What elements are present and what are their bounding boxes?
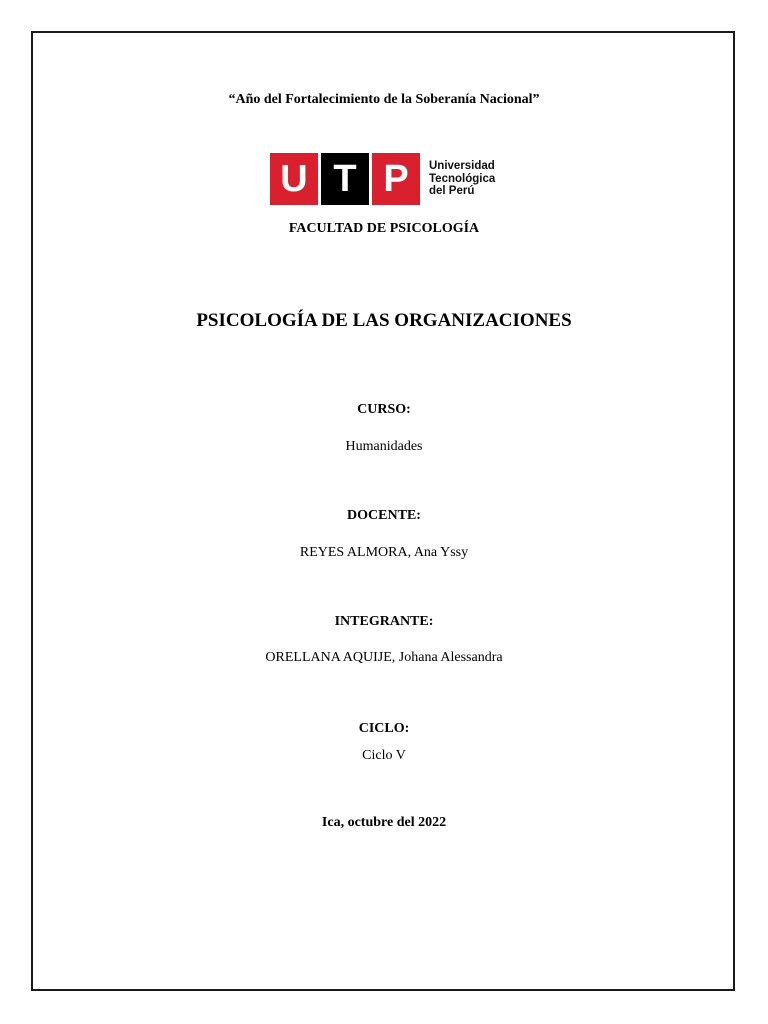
- cycle-value: Ciclo V: [362, 748, 406, 763]
- logo-letter-u: U: [270, 153, 318, 205]
- member-label: INTEGRANTE:: [334, 614, 434, 629]
- university-name-line-1: Universidad: [429, 160, 495, 172]
- university-name-line-2: Tecnológica: [429, 172, 496, 185]
- logo-letter-p: P: [372, 153, 420, 205]
- faculty-name: FACULTAD DE PSICOLOGÍA: [288, 221, 480, 236]
- place-and-date: Ica, octubre del 2022: [321, 815, 447, 830]
- document-title: PSICOLOGÍA DE LAS ORGANIZACIONES: [196, 310, 572, 331]
- university-name-line-3: del Perú: [429, 185, 475, 197]
- teacher-label: DOCENTE:: [347, 508, 421, 523]
- teacher-value: REYES ALMORA, Ana Yssy: [299, 545, 469, 560]
- cycle-label: CICLO:: [358, 721, 410, 736]
- university-name: [429, 160, 495, 198]
- member-value: ORELLANA AQUIJE, Johana Alessandra: [265, 650, 503, 665]
- utp-logo: [270, 153, 510, 205]
- logo-letter-t: T: [321, 153, 369, 205]
- national-motto: “Año del Fortalecimiento de la Soberanía Nacional”: [228, 92, 540, 107]
- course-label: CURSO:: [357, 402, 411, 417]
- course-value: Humanidades: [345, 439, 423, 454]
